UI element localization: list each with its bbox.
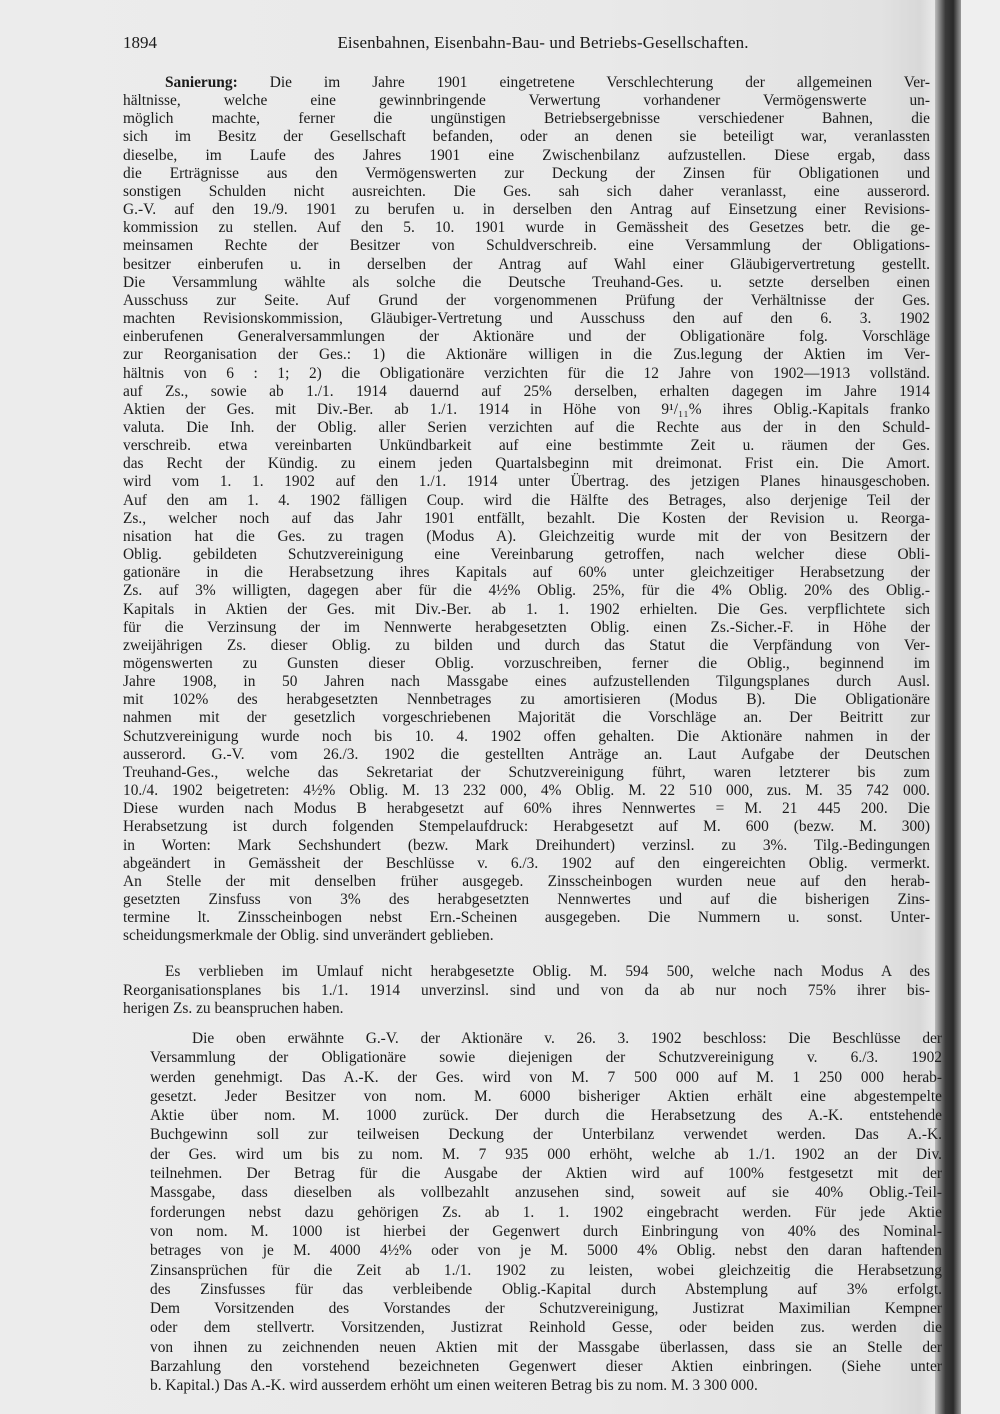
text-line: hältnisse, welche eine gewinnbringende Verwertung vorhandener Vermögenswerte un- xyxy=(123,92,930,110)
text-line: der Ges. wird um bis zu nom. M. 7 935 000 erhöht, welche ab 1./1. 1902 an der Div. xyxy=(150,1145,942,1163)
running-title: Eisenbahnen, Eisenbahn-Bau- und Betriebs-Gesellschaften. xyxy=(337,33,749,52)
text-line: oder dem stellvertr. Vorsitzenden, Justizrat Reinhold Gesse, oder beiden zus. werden die xyxy=(150,1319,942,1337)
text-line: gesetzt. Jeder Besitzer von nom. M. 6000 bisheriger Aktien erhält eine abgestempelte xyxy=(150,1087,942,1105)
text-line: möglich machte, ferner die ungünstigen Betriebsergebnisse verschiedener Bahnen, die xyxy=(123,110,930,128)
text-line: kommission zu stellen. Auf den 5. 10. 1901 wurde in Gemässheit des Gesetzes betr. die ge- xyxy=(123,219,930,237)
text-line: Aktien der Ges. mit Div.-Ber. ab 1./1. 1914 in Höhe von 9¹/₁₁% ihres Oblig.-Kapitals franko xyxy=(123,400,930,418)
page-header xyxy=(123,33,813,57)
text-line: hältnis von 6 : 1; 2) die Obligationäre verzichten für die 12 Jahre von 1902—1913 vollständ. xyxy=(123,364,930,382)
text-line: werden genehmigt. Das A.-K. der Ges. wird von M. 7 500 000 auf M. 1 250 000 herab- xyxy=(150,1068,942,1086)
text-line: zur Reorganisation der Ges.: 1) die Aktionäre willigen in die Zus.legung der Aktien im Ver- xyxy=(123,346,930,364)
text-line: scheidungsmerkmale der Oblig. sind unverändert geblieben. xyxy=(123,927,494,945)
text-line: besitzer einberufen u. in derselben der Antrag auf Wahl einer Gläubigervertretung gestellt. xyxy=(123,255,930,273)
text-line: Herabsetzung ist durch folgenden Stempelaufdruck: Herabgesetzt auf M. 600 (bezw. M. 300) xyxy=(123,818,930,836)
paragraph-shareholder-resolution xyxy=(150,1029,942,1396)
text-line: Massgabe, dass dieselben als vollbezahlt anzusehen sind, soweit auf sie 40% Oblig.-Teil- xyxy=(150,1184,942,1202)
text-line: von nom. M. 1000 ist hierbei der Gegenwert durch Einbringung von 40% des Nominal- xyxy=(150,1222,942,1240)
text-line: sich im Besitz der Gesellschaft befanden, oder an denen sie beteiligt war, veranlassten xyxy=(123,128,930,146)
text-line xyxy=(123,74,930,92)
text-line: betrages von je M. 4000 4½% oder von je M. 5000 4% Oblig. nebst den daran haftenden xyxy=(150,1242,942,1260)
text-line: Versammlung der Obligationäre sowie diejenigen der Schutzvereinigung v. 6./3. 1902 xyxy=(150,1049,942,1067)
section-lead-heading: Sanierung: xyxy=(165,74,238,91)
text-line: Oblig. gebildeten Schutzvereinigung eine Vereinbarung getroffen, nach welcher diese Obli- xyxy=(123,546,930,564)
text-line: abgeändert in Gemässheit der Beschlüsse v. 6./3. 1902 auf den eingereichten Oblig. vermerkt. xyxy=(123,854,930,872)
text-line: Kapitals in Aktien der Ges. mit Div.-Ber. ab 1. 1. 1902 erhielten. Die Ges. verpflichtete sich xyxy=(123,600,930,618)
text-line: Jahre 1908, in 50 Jahren nach Massgabe eines aufzustellenden Tilgungsplanes durch Ausl. xyxy=(123,673,930,691)
text-line: verschreib. etwa vereinbarten Unkündbarkeit auf eine bestimmte Zeit u. räumen der Ges. xyxy=(123,437,930,455)
text-line: Zs., welcher noch auf das Jahr 1901 entfällt, bezahlt. Die Kosten der Revision u. Reorga- xyxy=(123,509,930,527)
paragraph-sanierung xyxy=(123,74,930,946)
text-line: Zs. auf 3% willigten, dagegen aber für die 4½% Oblig. 25%, für die 4% Oblig. 20% des Oblig.- xyxy=(123,582,930,600)
text-line: Reorganisationsplanes bis 1./1. 1914 unverzinsl. sind und von da ab nur noch 75% ihrer bis- xyxy=(123,981,930,999)
text-line: des Zinsfusses für das verbleibende Oblig.-Kapital durch Abstemplung auf 3% erfolgt. xyxy=(150,1280,942,1298)
text-line: für die Verzinsung der im Nennwerte herabgesetzten Oblig. einen Zs.-Sicher.-F. in Höhe der xyxy=(123,618,930,636)
text-line: von ihnen zu zeichnenden neuen Aktien mit der Massgabe überlassen, dass sie an Stelle der xyxy=(150,1338,942,1356)
text-line: wird vom 1. 1. 1902 auf den 1./1. 1914 unter Übertrag. des jetzigen Planes hinausgeschoben. xyxy=(123,473,930,491)
text-line: nahmen mit der gesetzlich vorgeschriebenen Majorität die Vorschläge an. Der Beitritt zur xyxy=(123,709,930,727)
text-line: nisation hat die Ges. zu tragen (Modus A). Gleichzeitig wurde mit der von Besitzern der xyxy=(123,527,930,545)
text-line: Schutzvereinigung wurde noch bis 10. 4. 1902 offen gehalten. Die Aktionäre nahmen in der xyxy=(123,727,930,745)
text-line: termine lt. Zinsscheinbogen nebst Ern.-Scheinen ausgegeben. Die Nummern u. sonst. Unter- xyxy=(123,909,930,927)
text-line: meinsamen Rechte der Besitzer von Schuldverschreib. eine Versammlung der Obligations- xyxy=(123,237,930,255)
text-line: gationäre in die Herabsetzung ihres Kapitals auf 60% unter gleichzeitiger Herabsetzung der xyxy=(123,564,930,582)
text-line: b. Kapital.) Das A.-K. wird ausserdem erhöht um einen weiteren Betrag bis zu nom. M. 3 300 000. xyxy=(150,1377,758,1395)
text-line: gesetzten Zinsfuss von 3% des herabgesetzten Nennwertes und auf die bisherigen Zins- xyxy=(123,891,930,909)
text-line: dieselbe, im Laufe des Jahres 1901 eine Zwischenbilanz aufzustellen. Diese ergab, dass xyxy=(123,146,930,164)
text-line: Zinsansprüchen für die Zeit ab 1./1. 1902 zu leisten, wobei gleichzeitig die Herabsetzung xyxy=(150,1261,942,1279)
text-line: Auf den am 1. 4. 1902 fälligen Coup. wird die Hälfte des Betrages, also derjenige Teil der xyxy=(123,491,930,509)
text-line: Diese wurden nach Modus B herabgesetzt auf 60% ihres Nennwertes = M. 21 445 200. Die xyxy=(123,800,930,818)
text-line: Buchgewinn soll zur teilweisen Deckung der Unterbilanz verwendet werden. Das A.-K. xyxy=(150,1126,942,1144)
text-line: 10./4. 1902 beigetreten: 4½% Oblig. M. 13 232 000, 4% Oblig. M. 22 510 000, zus. M. 35 742 000. xyxy=(123,782,930,800)
text-line: herigen Zs. zu beanspruchen haben. xyxy=(123,1000,344,1017)
text-line: das Recht der Kündig. zu einem jeden Quartalsbeginn mit dreimonat. Frist ein. Die Amort. xyxy=(123,455,930,473)
text-line: mit 102% des herabgesetzten Nennbetrages zu amortisieren (Modus B). Die Obligationäre xyxy=(123,691,930,709)
text-line: Barzahlung den vorstehend bezeichneten Gegenwert dieser Aktien einbringen. (Siehe unter xyxy=(150,1358,942,1376)
paragraph-remaining-bonds xyxy=(123,963,930,1019)
text-line: Ausschuss zur Seite. Auf Grund der vorgenommenen Prüfung der Verhältnisse der Ges. xyxy=(123,291,930,309)
text-line: valuta. Die Inh. der Oblig. aller Serien verzichten auf die Rechte aus der in den Schuld- xyxy=(123,418,930,436)
text-line: ausserord. G.-V. vom 26./3. 1902 die gestellten Anträge an. Laut Aufgabe der Deutschen xyxy=(123,745,930,763)
text-line: auf Zs., sowie ab 1./1. 1914 dauernd auf 25% derselben, erhalten dagegen im Jahre 1914 xyxy=(123,382,930,400)
adjacent-page-edge xyxy=(961,0,1000,1414)
text-line: Aktie über nom. M. 1000 zurück. Der durch die Herabsetzung des A.-K. entstehende xyxy=(150,1107,942,1125)
text-line: in Worten: Mark Sechshundert (bezw. Mark Dreihundert) verzinsl. zu 3%. Tilg.-Bedingungen xyxy=(123,836,930,854)
text-line: Die oben erwähnte G.-V. der Aktionäre v. 26. 3. 1902 beschloss: Die Beschlüsse der xyxy=(192,1030,942,1047)
text-line-content: Die im Jahre 1901 eingetretene Verschlechterung der allgemeinen Ver- xyxy=(237,74,930,91)
page-number: 1894 xyxy=(123,33,157,52)
text-line: die Erträgnisse aus den Vermögenswerten zur Deckung der Zinsen für Obligationen und xyxy=(123,164,930,182)
text-line: Es verblieben im Umlauf nicht herabgesetzte Oblig. M. 594 500, welche nach Modus A des xyxy=(165,963,930,980)
text-line: machten Revisionskommission, Gläubiger-Vertretung und Ausschuss den auf den 6. 3. 1902 xyxy=(123,310,930,328)
text-line: G.-V. auf den 19./9. 1901 zu berufen u. in derselben den Antrag auf Einsetzung einer Revisions- xyxy=(123,201,930,219)
text-line: forderungen nebst dazu gehörigen Zs. ab 1. 1. 1902 eingebracht werden. Für jede Aktie xyxy=(150,1203,942,1221)
text-line: Die Versammlung wählte als solche die Deutsche Treuhand-Ges. u. setzte derselben einen xyxy=(123,273,930,291)
text-line: Treuhand-Ges., welche das Sekretariat der Schutzvereinigung führt, waren letzterer bis zum xyxy=(123,763,930,781)
text-line: Dem Vorsitzenden des Vorstandes der Schutzvereinigung, Justizrat Maximilian Kempner xyxy=(150,1300,942,1318)
text-line: An Stelle der mit denselben früher ausgegeb. Zinsscheinbogen wurden neue auf den herab- xyxy=(123,872,930,890)
text-line: einberufenen Generalversammlungen der Aktionäre und der Obligationäre folg. Vorschläge xyxy=(123,328,930,346)
text-line: sonstigen Schulden nicht ausreichten. Die Ges. sah sich daher veranlasst, eine ausserord. xyxy=(123,182,930,200)
text-line: teilnehmen. Der Betrag für die Ausgabe der Aktien wird auf 100% festgesetzt mit der xyxy=(150,1165,942,1183)
text-line: zweijährigen Zs. dieser Oblig. zu bilden und durch das Statut die Verpfändung von Ver- xyxy=(123,636,930,654)
text-line: mögenswerten zu Gunsten dieser Oblig. vorzuschreiben, ferner die Oblig., beginnend im xyxy=(123,655,930,672)
